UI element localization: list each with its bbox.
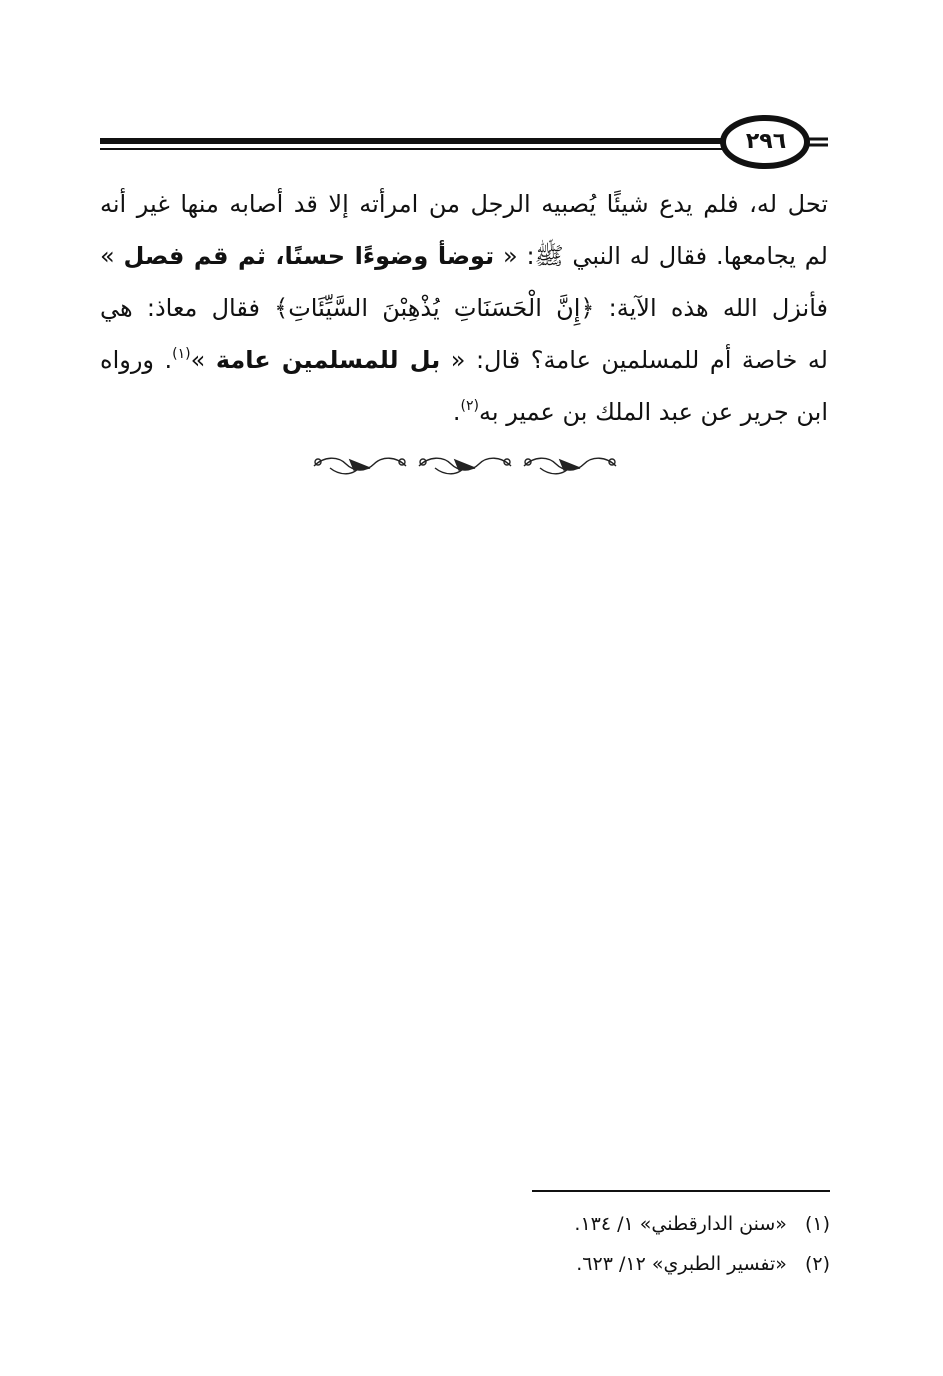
body-text-run: . xyxy=(452,398,461,426)
ornament-flourish xyxy=(314,458,406,474)
footnotes xyxy=(420,1204,830,1284)
body-text-run: ابن جرير عن عبد الملك بن عمير به xyxy=(479,398,828,426)
footnote-reference: (١) xyxy=(172,346,191,362)
body-line xyxy=(100,282,828,334)
body-text-run: » xyxy=(100,242,124,270)
hadith-quote: بل للمسلمين عامة xyxy=(215,346,441,374)
footnote-text: «سنن الدارقطني» ١/ ١٣٤. xyxy=(574,1213,787,1235)
body-text-run: . ورواه xyxy=(100,346,173,374)
footnote-2 xyxy=(420,1244,830,1284)
body-line xyxy=(100,386,828,438)
body-line xyxy=(100,230,828,282)
body-text-run: لم يجامعها. فقال له النبي ﷺ: « xyxy=(494,242,828,270)
hadith-quote: توضأ وضوءًا حسنًا، ثم قم فصل xyxy=(123,242,495,270)
footnote-number: (١) xyxy=(804,1213,830,1235)
header-rule xyxy=(100,112,828,172)
page-number: ٢٩٦ xyxy=(745,129,787,154)
body-line xyxy=(100,334,828,386)
body-text-run: » xyxy=(190,346,216,374)
footnote-1 xyxy=(420,1204,830,1244)
footnote-reference: (٢) xyxy=(460,398,480,414)
page-header xyxy=(100,112,828,172)
ornament-divider xyxy=(310,452,620,478)
body-text xyxy=(100,178,828,438)
body-text-run: له خاصة أم للمسلمين عامة؟ قال: « xyxy=(440,346,828,374)
footnote-number: (٢) xyxy=(804,1253,830,1275)
body-line xyxy=(100,178,828,230)
footnote-text: «تفسير الطبري» ١٢/ ٦٢٣. xyxy=(576,1253,787,1275)
footnote-separator xyxy=(532,1190,830,1192)
body-text-run: فأنزل الله هذه الآية: ﴿إِنَّ الْحَسَنَاتِ يُذْهِبْنَ السَّيِّئَاتِ﴾ فقال معاذ: هي xyxy=(100,294,828,322)
body-text-run: تحل له، فلم يدع شيئًا يُصبيه الرجل من امرأته إلا قد أصابه منها غير أنه xyxy=(100,190,828,218)
